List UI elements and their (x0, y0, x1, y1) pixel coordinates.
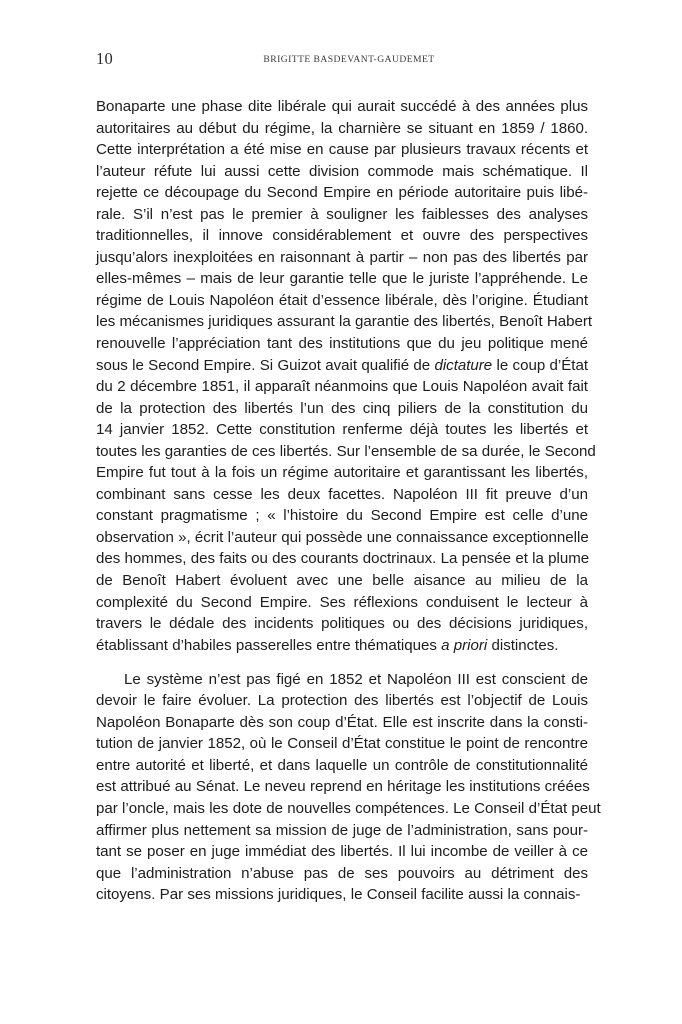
text-line: du 2 décembre 1851, il apparaît néanmoins que Louis Napoléon avait fait (96, 378, 588, 396)
running-head: BRIGITTE BASDEVANT-GAUDEMET (263, 54, 435, 65)
text-line: autoritaires au début du régime, la charnière se situant en 1859 / 1860. (96, 119, 588, 137)
text-line: observation », écrit l’auteur qui possède une connaissance exceptionnelle (96, 528, 589, 546)
paragraph (96, 96, 596, 656)
text-line: l’auteur réfute lui aussi cette division commode mais schématique. Il (96, 162, 588, 180)
text-line: Cette interprétation a été mise en cause par plusieurs travaux récents et (96, 141, 588, 159)
text-line: renouvelle l’appréciation tant des institutions que du jeu politique mené (96, 335, 588, 353)
text-line: citoyens. Par ses missions juridiques, le Conseil facilite aussi la connais- (96, 886, 581, 904)
text-line: rejette ce découpage du Second Empire en période autoritaire puis libé- (96, 184, 588, 202)
text-line: Napoléon Bonaparte dès son coup d’État. Elle est inscrite dans la consti- (96, 713, 588, 731)
text-line: rale. S’il n’est pas le premier à souligner les faiblesses des analyses (96, 205, 588, 223)
text-line: est attribué au Sénat. Le neveu reprend en héritage les institutions créées (96, 778, 590, 796)
text-line: régime de Louis Napoléon était d’essence libérale, dès l’origine. Étudiant (96, 291, 588, 309)
text-line: établissant d’habiles passerelles entre thématiques a priori distinctes. (96, 636, 559, 654)
text-line: sous le Second Empire. Si Guizot avait qualifié de dictature le coup d’État (96, 356, 588, 374)
text-line: entre autorité et liberté, et dans laquelle un contrôle de constitutionnalité (96, 756, 588, 774)
text-line: de Benoît Habert évoluent avec une belle aisance au milieu de la (96, 572, 588, 590)
body-text-block (96, 96, 601, 906)
text-line: Bonaparte une phase dite libérale qui aurait succédé à des années plus (96, 98, 588, 115)
text-line: constant pragmatisme ; « l’histoire du Second Empire est celle d’une (96, 507, 588, 525)
text-line: de la protection des libertés l’un des cinq piliers de la constitution du (96, 399, 588, 417)
text-line: des hommes, des faits ou des courants doctrinaux. La pensée et la plume (96, 550, 590, 568)
text-line: tution de janvier 1852, où le Conseil d’État constitue le point de rencontre (96, 735, 588, 753)
paragraph (96, 669, 601, 906)
text-line: travers le dédale des incidents politiques ou des décisions juridiques, (96, 615, 588, 633)
page-header (0, 49, 682, 73)
text-line: complexité du Second Empire. Ses réflexions conduisent le lecteur à (96, 593, 588, 611)
text-line: elles-mêmes – mais de leur garantie telle que le juriste l’appréhende. Le (96, 270, 588, 288)
text-line: combinant sans cesse les deux facettes. Napoléon III fit preuve d’un (96, 485, 588, 503)
text-line: Le système n’est pas figé en 1852 et Napoléon III est conscient de (124, 670, 588, 688)
emphasised-text: a priori (441, 636, 488, 654)
text-line: Empire fut tout à la fois un régime autoritaire et garantissant les libertés, (96, 464, 588, 482)
emphasised-text: dictature (434, 356, 493, 374)
text-line: les mécanismes juridiques assurant la garantie des libertés, Benoît Habert (96, 313, 593, 331)
text-line: devoir le faire évoluer. La protection des libertés est l’objectif de Louis (96, 692, 588, 710)
text-line: traditionnelles, il innove considérablement et ouvre des perspectives (96, 227, 588, 245)
text-line: affirmer plus nettement sa mission de juge de l’administration, sans pour- (96, 821, 588, 839)
text-line: que l’administration n’abuse pas de ses pouvoirs au détriment des (96, 864, 588, 882)
text-line: 14 janvier 1852. Cette constitution renferme déjà toutes les libertés et (96, 421, 588, 439)
text-line: toutes les garanties de ces libertés. Sur l’ensemble de sa durée, le Second (96, 442, 596, 460)
text-line: jusqu’alors inexploitées en raisonnant à partir – non pas des libertés par (96, 248, 588, 266)
text-line: par l’oncle, mais les dote de nouvelles compétences. Le Conseil d’État peut (96, 800, 601, 817)
page-number: 10 (96, 49, 113, 68)
text-line: tant se poser en juge immédiat des libertés. Il lui incombe de veiller à ce (96, 843, 588, 861)
